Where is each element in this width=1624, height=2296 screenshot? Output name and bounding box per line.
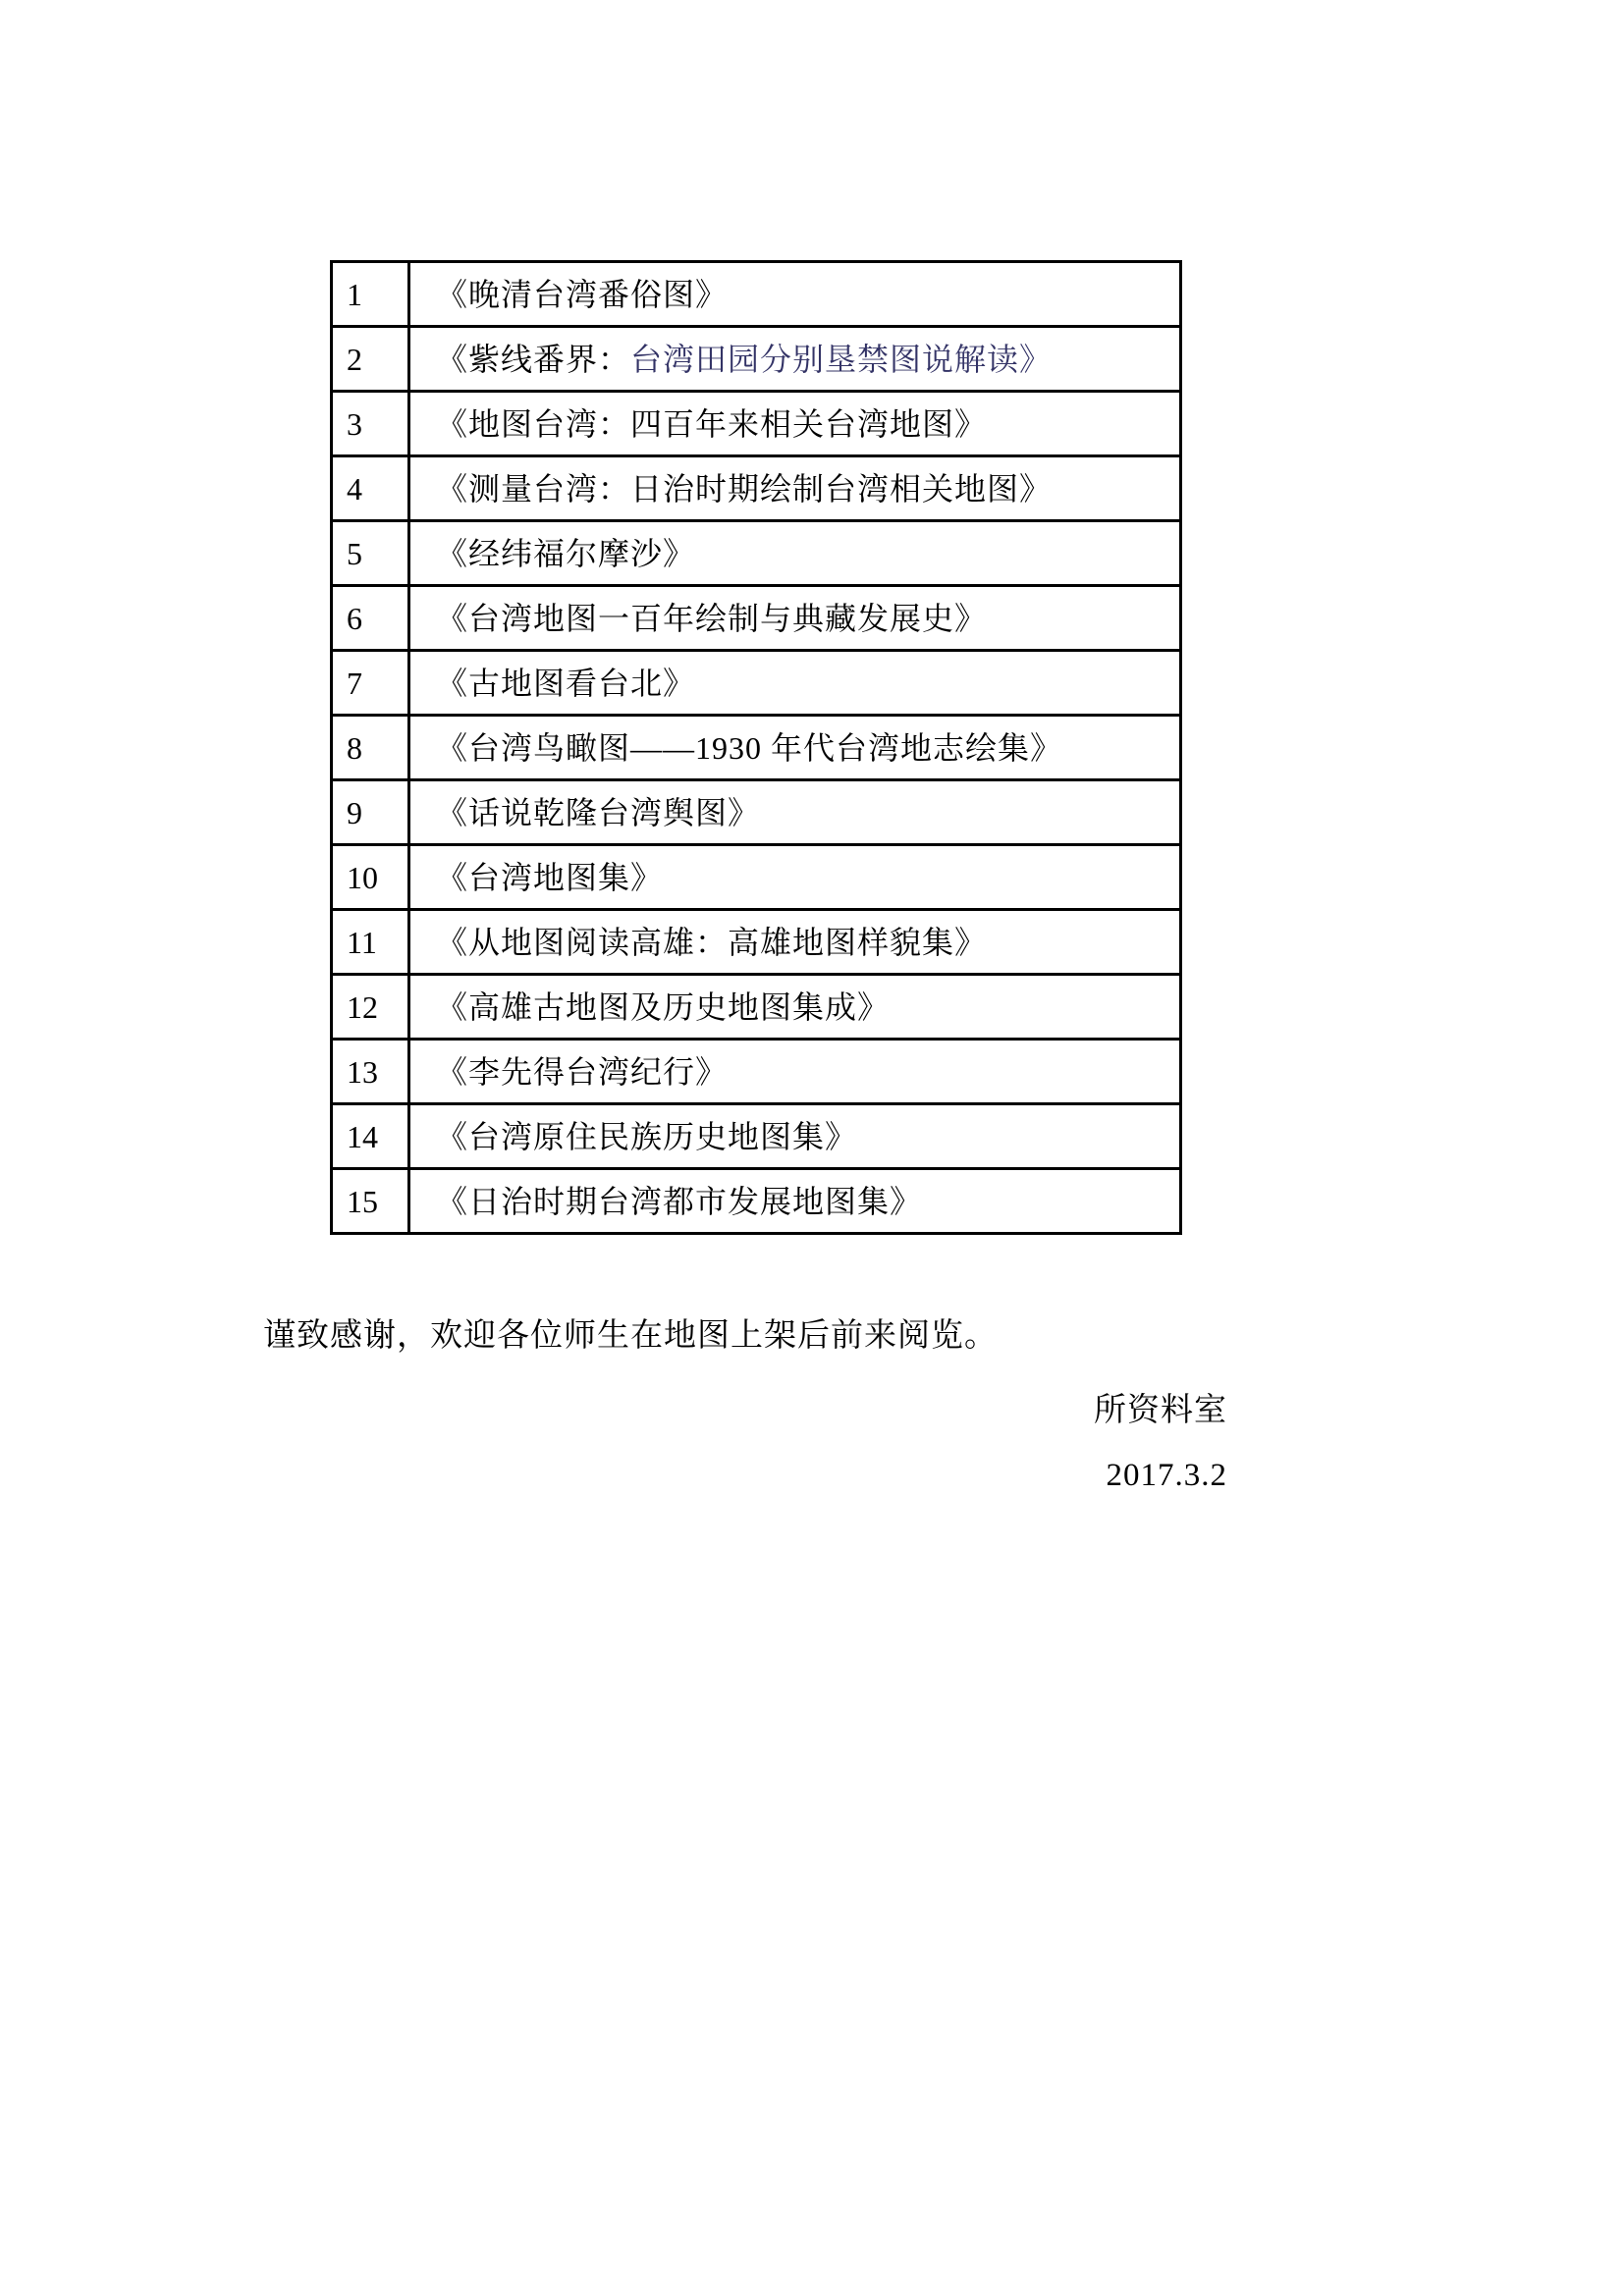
book-title-segment: 《台湾鸟瞰图——1930 年代台湾地志绘集》 <box>436 729 1063 766</box>
book-title-segment: 《高雄古地图及历史地图集成》 <box>436 988 891 1025</box>
table-row <box>332 651 1181 716</box>
table-row <box>332 845 1181 910</box>
table-row <box>332 586 1181 651</box>
book-title-cell <box>409 521 1181 586</box>
row-number-cell: 1 <box>332 262 409 327</box>
book-title-segment: 《台湾地图集》 <box>436 859 664 895</box>
closing-note: 谨致感谢，欢迎各位师生在地图上架后前来阅览。 <box>263 1318 998 1354</box>
book-title-segment: 《日治时期台湾都市发展地图集》 <box>436 1183 923 1219</box>
table-row <box>332 262 1181 327</box>
signature-name: 所资料室 <box>1094 1393 1227 1428</box>
table-row <box>332 780 1181 845</box>
book-title-segment: 《晚清台湾番俗图》 <box>436 276 729 312</box>
table-row <box>332 910 1181 975</box>
book-title-cell <box>409 1104 1181 1169</box>
table-row <box>332 716 1181 780</box>
signature-block <box>1094 1378 1227 1508</box>
book-title-segment: 《台湾原住民族历史地图集》 <box>436 1118 858 1154</box>
book-title-cell <box>409 586 1181 651</box>
row-number-cell: 9 <box>332 780 409 845</box>
book-title-segment: 《话说乾隆台湾舆图》 <box>436 794 761 830</box>
book-title-segment: 《李先得台湾纪行》 <box>436 1053 729 1090</box>
book-title-cell <box>409 910 1181 975</box>
row-number-cell: 5 <box>332 521 409 586</box>
book-title-segment: 《紫线番界： <box>436 341 631 377</box>
row-number-cell: 13 <box>332 1040 409 1104</box>
row-number-cell: 2 <box>332 327 409 392</box>
book-title-segment: 《古地图看台北》 <box>436 665 696 701</box>
table-row <box>332 1169 1181 1234</box>
row-number-cell: 14 <box>332 1104 409 1169</box>
row-number-cell: 7 <box>332 651 409 716</box>
table-row <box>332 456 1181 521</box>
table-row <box>332 1040 1181 1104</box>
book-title-cell <box>409 716 1181 780</box>
row-number-cell: 4 <box>332 456 409 521</box>
book-title-cell <box>409 1169 1181 1234</box>
book-list-table <box>330 260 1182 1235</box>
book-title-segment: 《经纬福尔摩沙》 <box>436 535 696 571</box>
book-title-cell <box>409 845 1181 910</box>
row-number-cell: 3 <box>332 392 409 456</box>
book-title-cell <box>409 262 1181 327</box>
book-title-segment: 《地图台湾：四百年来相关台湾地图》 <box>436 405 988 442</box>
table-row <box>332 392 1181 456</box>
book-title-segment: 《台湾地图一百年绘制与典藏发展史》 <box>436 600 988 636</box>
signature-date: 2017.3.2 <box>1106 1458 1227 1493</box>
book-title-cell <box>409 651 1181 716</box>
book-title-cell <box>409 456 1181 521</box>
table-row <box>332 327 1181 392</box>
row-number-cell: 12 <box>332 975 409 1040</box>
book-title-segment: 《测量台湾：日治时期绘制台湾相关地图》 <box>436 470 1053 507</box>
book-title-cell <box>409 327 1181 392</box>
row-number-cell: 8 <box>332 716 409 780</box>
table-row <box>332 521 1181 586</box>
table-row <box>332 975 1181 1040</box>
row-number-cell: 15 <box>332 1169 409 1234</box>
row-number-cell: 11 <box>332 910 409 975</box>
book-title-segment: 台湾田园分别垦禁图说解读》 <box>630 341 1053 377</box>
table-row <box>332 1104 1181 1169</box>
book-list-rows <box>332 262 1181 1234</box>
book-title-cell <box>409 975 1181 1040</box>
book-title-cell <box>409 392 1181 456</box>
book-title-cell <box>409 780 1181 845</box>
row-number-cell: 6 <box>332 586 409 651</box>
book-title-cell <box>409 1040 1181 1104</box>
book-title-segment: 《从地图阅读高雄：高雄地图样貌集》 <box>436 924 988 960</box>
row-number-cell: 10 <box>332 845 409 910</box>
